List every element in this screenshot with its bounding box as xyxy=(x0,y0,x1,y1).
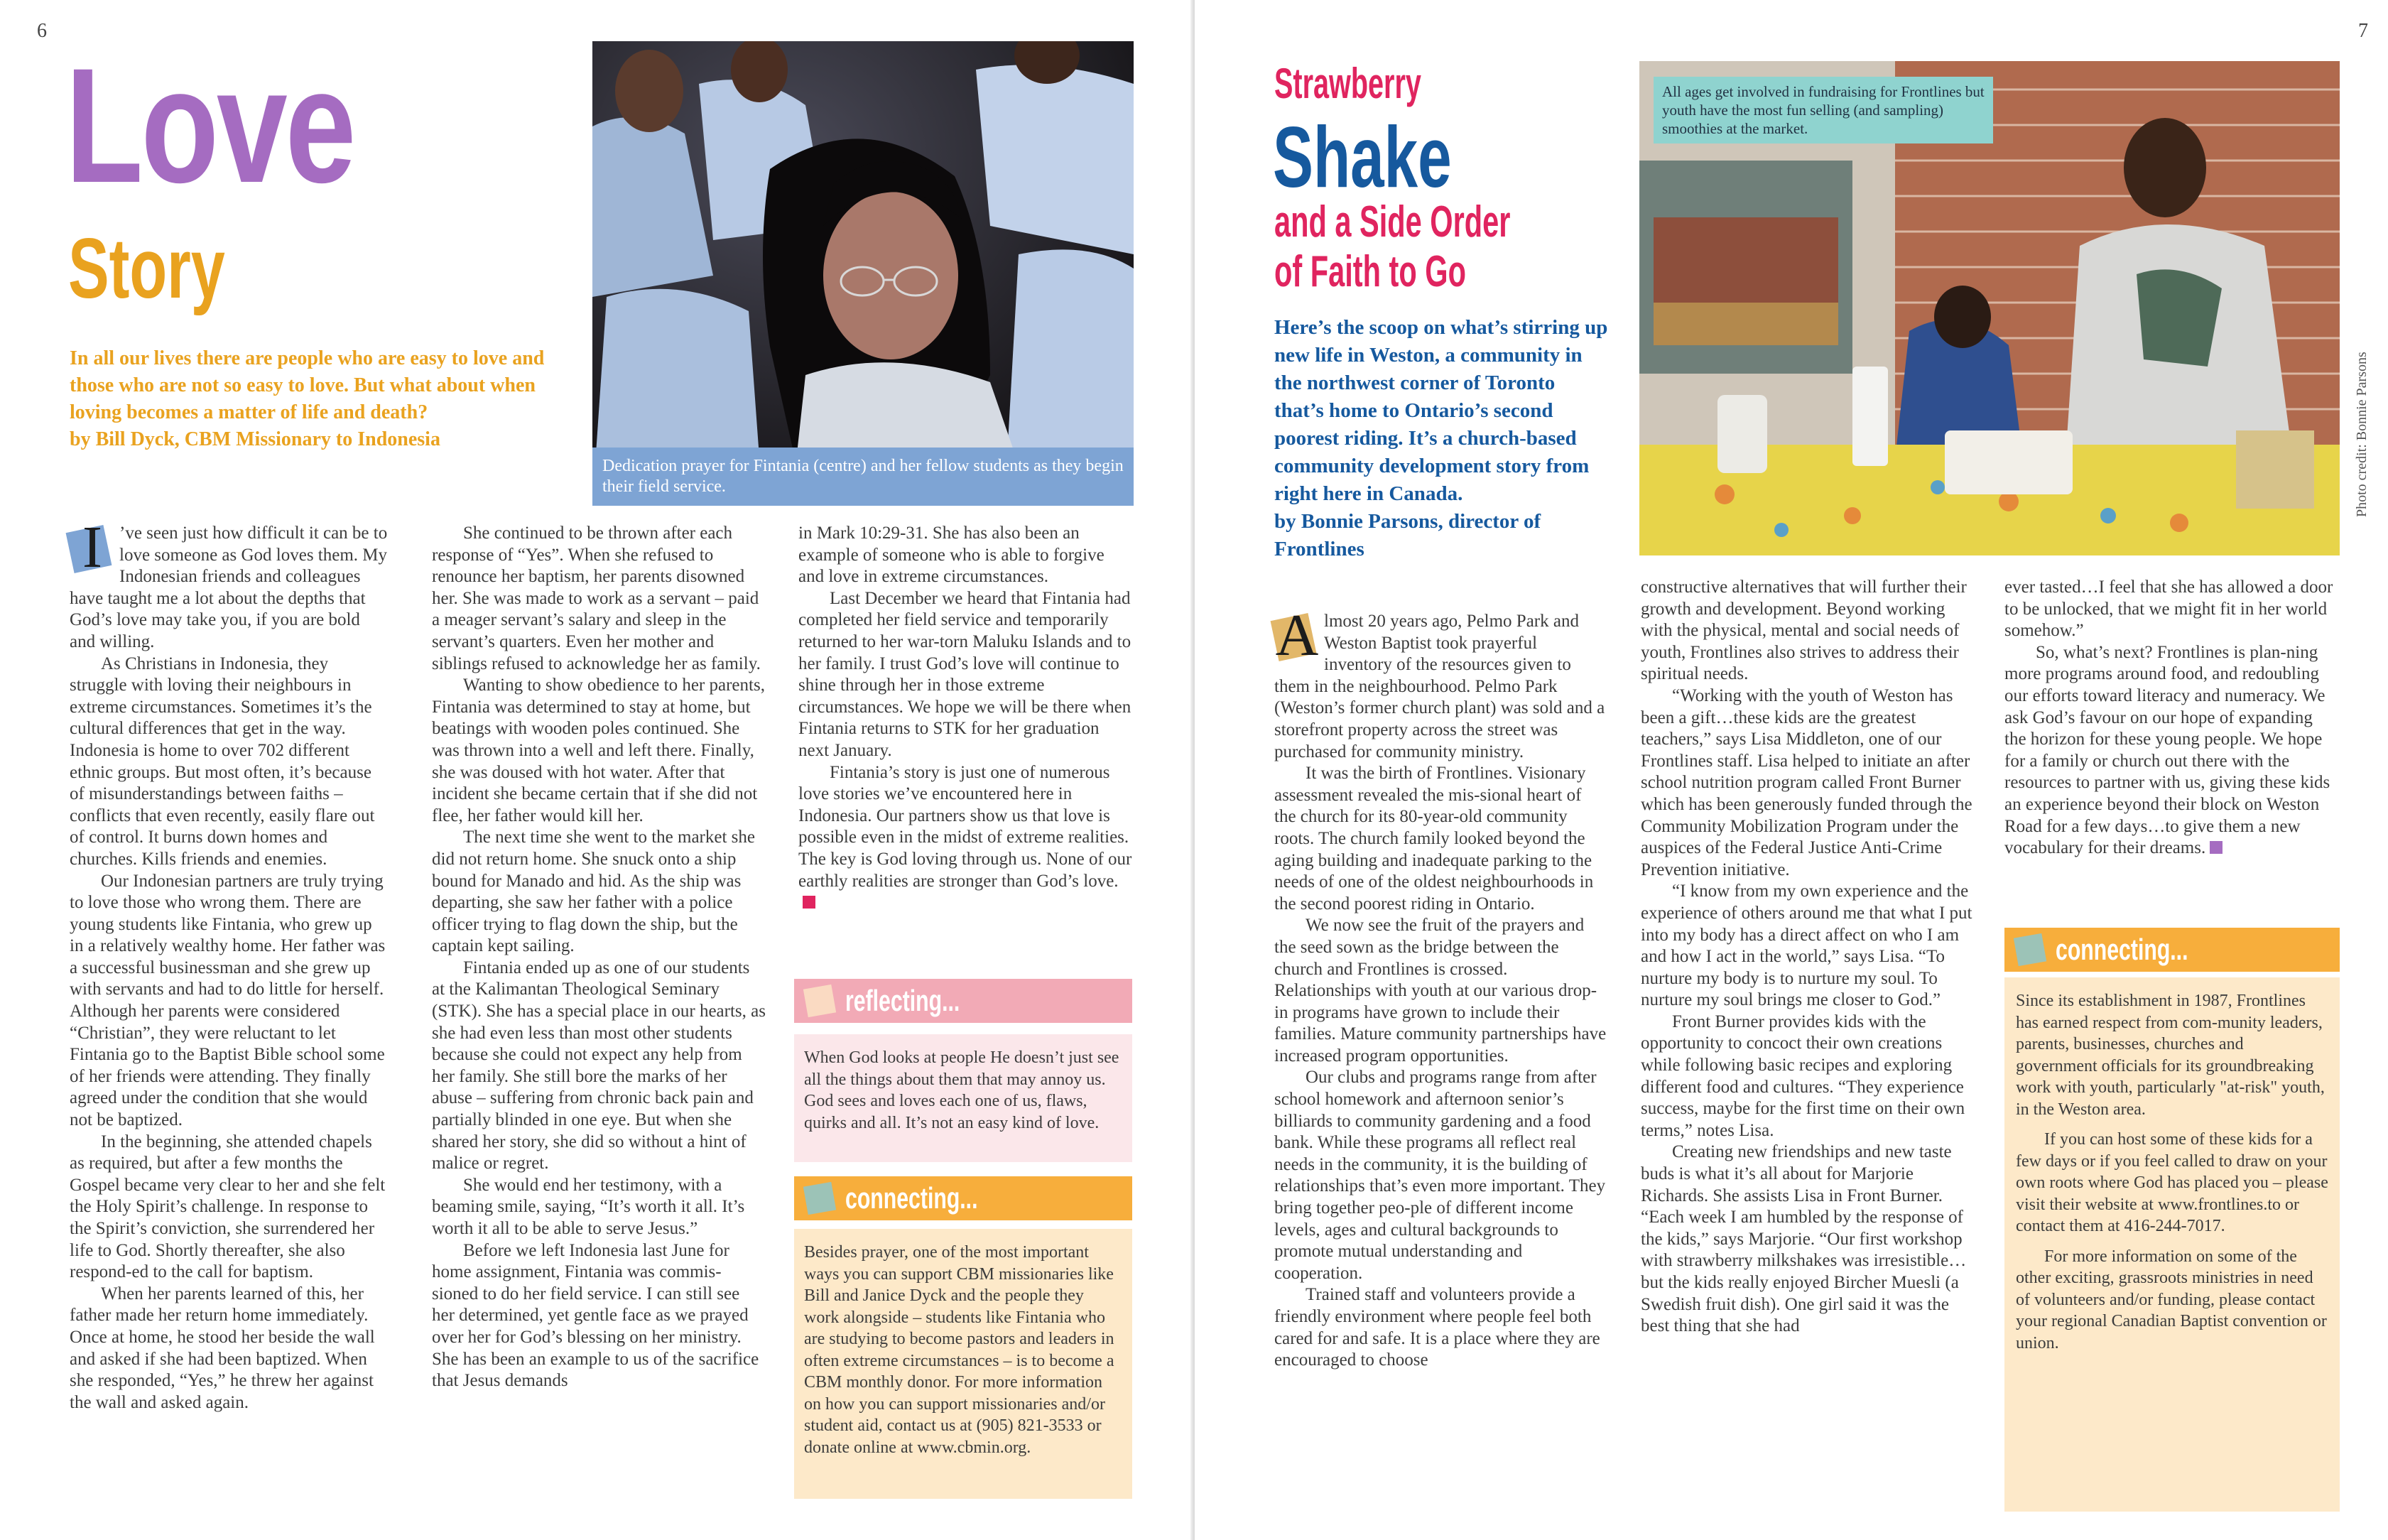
connecting-box xyxy=(2004,977,2340,1512)
body-paragraph: ever tasted…I feel that she has allowed a door to be unlocked, that we might fit in her world somehow.” xyxy=(2004,578,2333,641)
connecting-text: Since its establishment in 1987, Frontlines has earned respect from com-munity leaders, parents, businesses, churches and government officials for its groundbreaking work with youth, particularly "at-risk" youth, in the Weston area. xyxy=(2016,992,2325,1119)
headline-faith-to-go: of Faith to Go xyxy=(1274,247,1466,296)
market-photo-caption: All ages get involved in fundraising for Frontlines but youth have the most fun selling (and sampling) smoothies at the market. xyxy=(1654,77,1993,143)
shake-column-1 xyxy=(1274,602,1607,1372)
body-paragraph: I ’ve seen just how difficult it can be to love someone as God loves them. My Indonesian friends and colleagues have taught me a lot about the depths that God’s love may take you, if you are bold and willing. xyxy=(70,523,389,654)
body-paragraph: Almost 20 years ago, Pelmo Park and Weston Baptist took prayerful inventory of the resources given to them in the neighbourhood. Pelmo Park (Weston’s former church plant) was sold and a storefront property across the street was purchased for community ministry. xyxy=(1274,611,1607,763)
reflecting-header: reflecting... xyxy=(794,979,1132,1023)
reflecting-box xyxy=(794,1034,1132,1162)
love-story-column-1 xyxy=(70,514,389,1414)
byline: by Bonnie Parsons, director of Frontlines xyxy=(1274,510,1541,560)
article-deck xyxy=(70,345,560,453)
headline-story: Story xyxy=(68,221,225,316)
body-paragraph: The next time she went to the market she did not return home. She snuck onto a ship bound for Manado and hid. As the ship was departing, she saw her father with a police officer trying to flag down the ship, but the captain kept sailing. xyxy=(432,828,755,956)
connecting-tile-icon xyxy=(2014,933,2046,966)
body-paragraph: in Mark 10:29-31. She has also been an example of someone who is able to forgive and love in extreme circumstances. xyxy=(798,524,1105,587)
market-photo xyxy=(1639,61,2340,555)
dedication-photo-illustration xyxy=(592,41,1134,506)
drop-cap: A xyxy=(1274,612,1320,662)
body-paragraph: She continued to be thrown after each response of “Yes”. When she refused to renounce her baptism, her parents disowned her. She was made to work as a servant – paid a meager servant’s salary and sleep in the servant’s quarters. Even her mother and siblings refused to acknowledge her as family. xyxy=(432,524,761,673)
photo-credit: Photo credit: Bonnie Parsons xyxy=(2354,352,2370,517)
dedication-photo xyxy=(592,41,1134,506)
left-page xyxy=(0,0,1193,1540)
body-paragraph: Wanting to show obedience to her parents, Fintania was determined to stay at home, but beatings with wooden poles continued. She was thrown into a well and left there. Finally, she was doused with hot water. After that incident she became certain that if she did not flee, her father would kill her. xyxy=(432,676,765,825)
headline-side-order: and a Side Order xyxy=(1274,197,1511,246)
body-paragraph: Fintania’s story is just one of numerous love stories we’ve encountered here in Indonesia. Our partners show us that love is possible even in the midst of extreme realities. The key is God loving through us. None of our earthly realities are stronger than God’s love. xyxy=(798,762,1132,914)
body-paragraph: Before we left Indonesia last June for home assignment, Fintania was commis-sioned to do her field service. I can still see her determined, yet gentle face as we prayed over her for God’s blessing on her ministry. She has been an example to us of the sacrifice that Jesus demands xyxy=(432,1240,759,1391)
body-paragraph: As Christians in Indonesia, they struggle with loving their neighbours in extreme circumstances. Sometimes it’s the cultural differences that get in the way. Indonesia is home to over 702 different ethnic groups. But most often, it’s because of misunderstandings between faiths – conflicts that even recently, easily flare out of control. It burns down homes and churches. Kills friends and enemies. xyxy=(70,654,375,869)
page-number: 6 xyxy=(37,20,47,42)
connecting-text: If you can host some of these kids for a few days or if you feel called to draw on your own roots where God has placed you – please visit their website at www.frontlines.to or contact them at 416-244-7017. xyxy=(2016,1130,2328,1235)
body-paragraph: It was the birth of Frontlines. Visionary assessment revealed the mis-sional heart of the church for its 80-year-old community roots. The church family looked beyond the aging building and inadequate parking to the needs of one of the oldest neighbourhoods in the second poorest riding in Ontario. xyxy=(1274,764,1594,913)
page-number: 7 xyxy=(2358,20,2368,42)
connecting-tile-icon xyxy=(803,1182,836,1215)
reflecting-tile-icon xyxy=(803,985,836,1017)
love-story-column-2 xyxy=(432,523,766,1392)
deck-text: Here’s the scoop on what’s stirring up new life in Weston, a community in the northwest corner of Toronto that’s home to Ontario’s second poorest riding. It’s a church-based community development story from right here in Canada. xyxy=(1274,316,1608,505)
right-page xyxy=(1195,0,2388,1540)
body-paragraph: Front Burner provides kids with the opportunity to concoct their own creations while following basic recipes and exploring different food and cultures. “They experience success, maybe for the first time on their own terms,” notes Lisa. xyxy=(1641,1012,1965,1140)
love-story-column-3 xyxy=(798,523,1132,914)
headline-love: Love xyxy=(65,34,354,217)
body-paragraph: In the beginning, she attended chapels as required, but after a few months the Gospel became very clear to her and she felt the Holy Spirit’s challenge. In response to the Spirit’s conviction, she surrendered her life to God. Shortly thereafter, she also respond-ed to the call for baptism. xyxy=(70,1132,386,1282)
end-mark-icon xyxy=(2210,841,2223,854)
drop-cap: I xyxy=(70,524,115,574)
reflecting-text: When God looks at people He doesn’t just see all the things about them that may annoy us. God sees and loves each one of us, flaws, quirks and all. It’s not an easy kind of love. xyxy=(804,1048,1119,1132)
dedication-photo-caption: Dedication prayer for Fintania (centre) and her fellow students as they begin their field service. xyxy=(592,448,1134,506)
shake-column-3 xyxy=(2004,577,2338,860)
body-paragraph: Creating new friendships and new taste buds is what it’s all about for Marjorie Richards. She assists Lisa in Front Burner. “Each week I am humbled by the response of the kids,” says Marjorie. “Our first workshop with strawberry milkshakes was irresistible… but the kids really enjoyed Bircher Muesli (a Swedish fruit dish). One girl said it was the best thing that she had xyxy=(1641,1142,1967,1336)
body-paragraph: “Working with the youth of Weston has been a gift…these kids are the greatest teachers,” says Lisa Middleton, one of our Frontlines staff. Lisa helped to initiate an after school nutrition program called Front Burner which has been generously funded through the Community Mobilization Program under the auspices of the Federal Justice Anti-Crime Prevention initiative. xyxy=(1641,685,1972,879)
body-paragraph: constructive alternatives that will further their growth and development. Beyond working with the physical, mental and social needs of youth, Frontlines also strives to address their spiritual needs. xyxy=(1641,578,1967,684)
byline: by Bill Dyck, CBM Missionary to Indonesia xyxy=(70,428,440,450)
body-paragraph: She would end her testimony, with a beaming smile, saying, “It’s worth it all. It’s worth it all to be able to serve Jesus.” xyxy=(432,1175,745,1238)
body-paragraph: “I know from my own experience and the experience of others around me that what I put into my body has a direct affect on who I am and how I act in the world,” says Lisa. “To nurture my body is to nurture my soul. To nurture my soul brings me closer to God.” xyxy=(1641,882,1972,1010)
body-paragraph: Our Indonesian partners are truly trying to love those who wrong them. There are young students like Fintania, who grew up in a relatively wealthy home. Her father was a successful businessman and she grew up with servants and had to do little for herself. Although her parents were considered “Christian”, they were reluctant to let Fintania go to the Baptist Bible school some of her friends were attending. They finally agreed under the condition that she would not be baptized. xyxy=(70,871,386,1130)
end-mark-icon xyxy=(803,896,815,909)
connecting-header: connecting... xyxy=(2004,928,2340,972)
article-deck xyxy=(1274,314,1608,563)
body-paragraph: Trained staff and volunteers provide a friendly environment where people feel both cared for and safe. It is a place where they are encouraged to choose xyxy=(1274,1285,1600,1370)
connecting-box xyxy=(794,1229,1132,1499)
body-paragraph: We now see the fruit of the prayers and the seed sown as the bridge between the church and Frontlines is crossed. Relationships with youth at our various drop-in programs have grown to include their families. Mature community partnerships have increased program opportunities. xyxy=(1274,916,1607,1065)
body-paragraph: So, what’s next? Frontlines is plan-ning more programs around food, and redoubling our efforts toward literacy and numeracy. We ask God’s favour on our hope of expanding the horizon for these young people. We hope for a family or church out there with the resources to partner with us, giving these kids an experience beyond their block on Weston Road for a few days…to give them a new vocabulary for their dreams. xyxy=(2004,642,2330,858)
connecting-text: Besides prayer, one of the most important ways you can support CBM missionaries like Bill and Janice Dyck and the people they work alongside – students like Fintania who are studying to become pastors and leaders in often extreme circumstances – is to become a CBM monthly donor. For more information on how you can support missionaries and/or student aid, contact us at (905) 821-3533 or donate online at www.cbmin.org. xyxy=(804,1243,1114,1457)
body-paragraph: Last December we heard that Fintania had completed her field service and temporarily returned to her war-torn Maluku Islands and to her family. I trust God’s love will continue to shine through her in those extreme circumstances. We hope we will be there when Fintania returns to STK for her graduation next January. xyxy=(798,588,1131,760)
deck-text: In all our lives there are people who are easy to love and those who are not so easy to love. But what about when loving becomes a matter of life and death? xyxy=(70,347,545,423)
body-paragraph: Fintania ended up as one of our students at the Kalimantan Theological Seminary (STK). She has a special place in our hearts, as she had even less than most other students because she could not expect any help from her family. She still bore the marks of her abuse – suffering from chronic back pain and partially blinded in one eye. But when she shared her story, she did so without a hint of malice or regret. xyxy=(432,958,766,1173)
headline-shake: Shake xyxy=(1273,109,1452,205)
shake-column-2 xyxy=(1641,577,1979,1338)
body-paragraph: When her parents learned of this, her father made her return home immediately. Once at home, he stood her beside the wall and asked if she had been baptized. When she responded, “Yes,” he threw her against the wall and asked again. xyxy=(70,1284,375,1412)
body-paragraph: Our clubs and programs range from after school homework and afternoon senior’s billiards to community gardening and a food bank. While these programs all reflect real needs in the community, it is the building of relationships that’s even more important. They bring together peo-ple of different income levels, ages and cultural backgrounds to promote mutual understanding and cooperation. xyxy=(1274,1068,1606,1283)
connecting-text: For more information on some of the other exciting, grassroots ministries in need of volunteers and/or funding, please contact your regional Canadian Baptist convention or union. xyxy=(2016,1247,2327,1352)
headline-strawberry: Strawberry xyxy=(1274,60,1421,107)
connecting-header: connecting... xyxy=(794,1176,1132,1220)
